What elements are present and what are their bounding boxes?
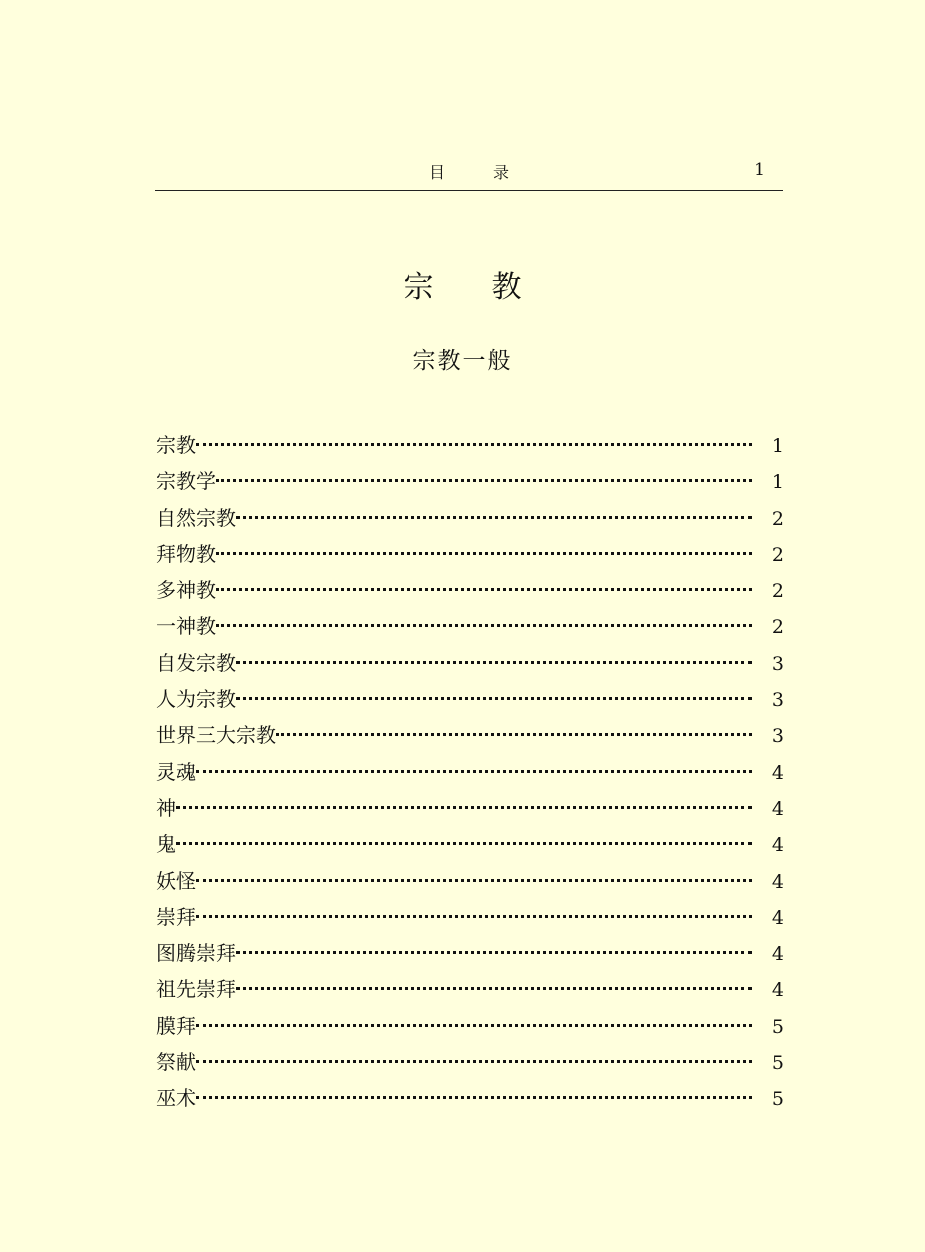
- toc-entry[interactable]: [156, 427, 784, 463]
- toc-leader: [236, 661, 752, 664]
- toc-term: 自然宗教: [156, 505, 236, 530]
- toc-page: 5: [771, 1015, 784, 1038]
- section-title: 宗教: [403, 270, 580, 305]
- running-header: [155, 158, 783, 191]
- toc-page: 5: [771, 1052, 784, 1075]
- toc-leader: [196, 1096, 752, 1099]
- toc-leader: [196, 1060, 752, 1063]
- toc-leader: [196, 1024, 752, 1027]
- toc-term: 灵魂: [156, 759, 196, 784]
- toc-entry[interactable]: [156, 1044, 784, 1080]
- toc-term: 祭献: [156, 1050, 196, 1075]
- toc-term: 祖先崇拜: [156, 977, 236, 1002]
- toc-entry[interactable]: [156, 935, 784, 971]
- toc-term: 一神教: [156, 614, 216, 639]
- toc-term: 多神教: [156, 578, 216, 603]
- toc-entry[interactable]: [156, 1008, 784, 1044]
- toc-page: 2: [771, 616, 784, 639]
- toc-page: 2: [771, 580, 784, 603]
- header-title: 目录: [428, 163, 557, 182]
- toc-term: 妖怪: [156, 868, 196, 893]
- toc-term: 自发宗教: [156, 650, 236, 675]
- toc-term: 膜拜: [156, 1013, 196, 1038]
- toc-term: 神: [156, 795, 176, 820]
- toc-leader: [196, 770, 752, 773]
- toc-leader: [216, 479, 752, 482]
- toc-entry[interactable]: [156, 463, 784, 499]
- toc-page: 1: [771, 435, 784, 457]
- toc-term: 宗教: [156, 433, 196, 457]
- toc-leader: [216, 624, 752, 627]
- toc-page: 4: [771, 834, 784, 857]
- toc-page: 3: [771, 652, 784, 675]
- toc-entry[interactable]: [156, 572, 784, 608]
- toc-entry[interactable]: [156, 645, 784, 681]
- toc-entry[interactable]: [156, 899, 784, 935]
- toc-page: 4: [771, 797, 784, 820]
- toc-entry[interactable]: [156, 717, 784, 753]
- toc-entry[interactable]: [156, 608, 784, 644]
- toc-entry[interactable]: [156, 1080, 784, 1116]
- toc-leader: [196, 443, 752, 446]
- subsection-title: 宗教一般: [412, 348, 513, 374]
- toc-entry[interactable]: [156, 826, 784, 862]
- toc-entry[interactable]: [156, 681, 784, 717]
- toc-page: 3: [771, 725, 784, 748]
- header-page-number: 1: [754, 160, 765, 180]
- toc-leader: [276, 733, 752, 736]
- toc-term: 世界三大宗教: [156, 723, 276, 748]
- toc-term: 图腾崇拜: [156, 941, 236, 966]
- toc-page: 4: [771, 870, 784, 893]
- toc-entry[interactable]: [156, 536, 784, 572]
- toc-page: 5: [771, 1088, 784, 1111]
- toc-leader: [236, 697, 752, 700]
- toc-leader: [176, 806, 752, 809]
- toc-term: 宗教学: [156, 469, 216, 494]
- toc-leader: [196, 879, 752, 882]
- table-of-contents: [156, 427, 784, 1117]
- toc-leader: [236, 951, 752, 954]
- toc-page: 4: [771, 979, 784, 1002]
- toc-page: 3: [771, 689, 784, 712]
- toc-page: 2: [771, 507, 784, 530]
- toc-leader: [176, 842, 752, 845]
- toc-entry[interactable]: [156, 500, 784, 536]
- toc-term: 鬼: [156, 832, 176, 857]
- toc-term: 拜物教: [156, 541, 216, 566]
- toc-term: 崇拜: [156, 904, 196, 929]
- toc-entry[interactable]: [156, 790, 784, 826]
- toc-page: 1: [771, 471, 784, 494]
- toc-page: 4: [771, 943, 784, 966]
- toc-entry[interactable]: [156, 754, 784, 790]
- toc-term: 人为宗教: [156, 687, 236, 712]
- toc-page: 4: [771, 906, 784, 929]
- toc-leader: [196, 915, 752, 918]
- toc-term: 巫术: [156, 1086, 196, 1111]
- toc-entry[interactable]: [156, 863, 784, 899]
- toc-leader: [216, 552, 752, 555]
- toc-leader: [216, 588, 752, 591]
- toc-leader: [236, 516, 752, 519]
- toc-entry[interactable]: [156, 971, 784, 1007]
- toc-page: 2: [771, 543, 784, 566]
- toc-page: 4: [771, 761, 784, 784]
- toc-leader: [236, 987, 752, 990]
